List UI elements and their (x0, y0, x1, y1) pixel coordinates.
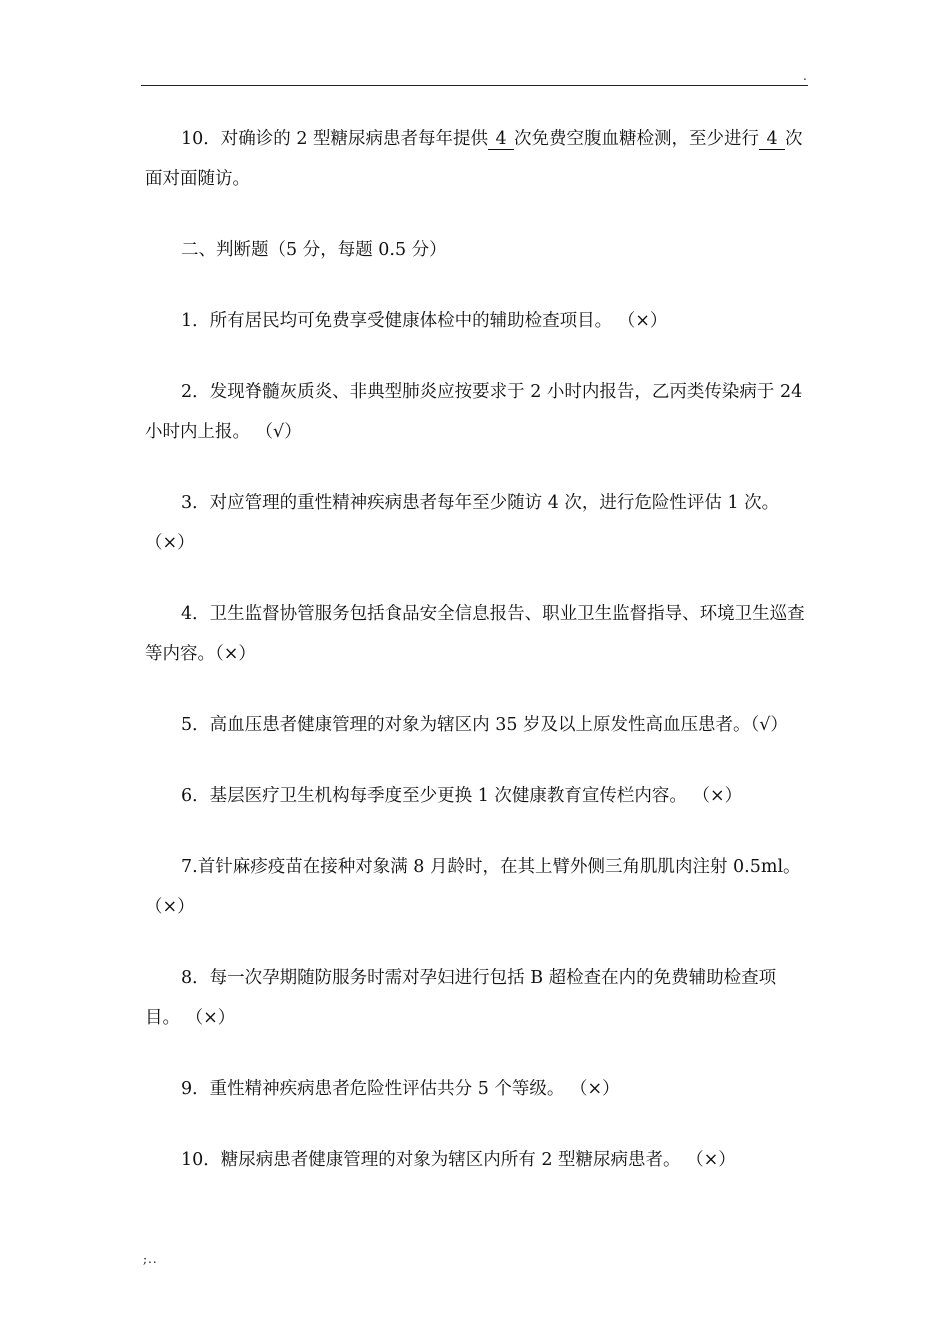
tf-question-2: 2．发现脊髓灰质炎、非典型肺炎应按要求于 2 小时内报告，乙丙类传染病于 24 小时内上报。 （√） (145, 382, 803, 442)
tf-question-3: 3．对应管理的重性精神疾病患者每年至少随访 4 次，进行危险性评估 1 次。（×） (145, 493, 780, 553)
q10-text-a: 10．对确诊的 2 型糖尿病患者每年提供 (181, 129, 489, 149)
section-title: 二、判断题（5 分，每题 0.5 分） (181, 240, 447, 260)
header-rule (141, 85, 808, 86)
tf-question-9: 9．重性精神疾病患者危险性评估共分 5 个等级。 （×） (181, 1079, 620, 1099)
footer-mark: ;.. (143, 1252, 158, 1266)
tf-question-5: 5．高血压患者健康管理的对象为辖区内 35 岁及以上原发性高血压患者。（√） (181, 715, 788, 735)
tf-question-1: 1．所有居民均可免费享受健康体检中的辅助检查项目。 （×） (181, 311, 668, 331)
q10-blank-2: 4 (759, 129, 785, 150)
q10-blank-1: 4 (488, 129, 514, 150)
page-body (145, 119, 810, 1180)
tf-question-8: 8．每一次孕期随防服务时需对孕妇进行包括 B 超检查在内的免费辅助检查项目。 （×） (145, 968, 777, 1028)
tf-question-7: 7.首针麻疹疫苗在接种对象满 8 月龄时，在其上臂外侧三角肌肌肉注射 0.5ml。 （×） (145, 857, 801, 917)
q10-text-b: 次免费空腹血糖检测，至少进行 (514, 129, 760, 149)
tf-question-10: 10．糖尿病患者健康管理的对象为辖区内所有 2 型糖尿病患者。 （×） (181, 1150, 736, 1170)
tf-question-6: 6．基层医疗卫生机构每季度至少更换 1 次健康教育宣传栏内容。 （×） (181, 786, 743, 806)
q10-text-c: 次面对面随访。 (145, 129, 803, 189)
fill-in-question-10 (145, 119, 810, 199)
header-dot: . (803, 69, 807, 83)
tf-question-4: 4．卫生监督协管服务包括食品安全信息报告、职业卫生监督指导、环境卫生巡查等内容。（×） (145, 604, 805, 664)
